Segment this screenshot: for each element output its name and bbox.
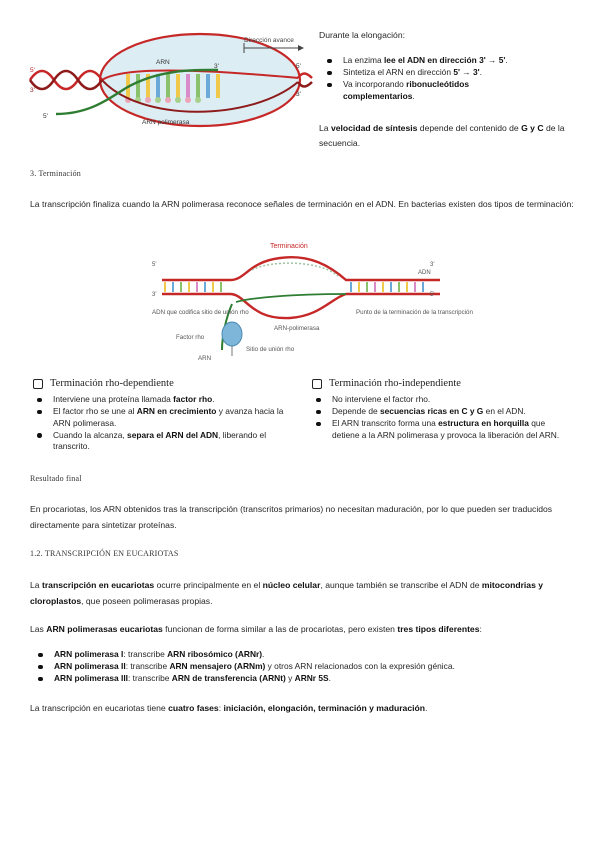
rho-dependent-title: Terminación rho-dependiente — [33, 378, 174, 389]
polymerase-item: ARN polimerasa I: transcribe ARN ribosómico (ARNr). — [34, 649, 574, 661]
rho-factor-shape — [222, 322, 242, 346]
eukaryotes-phases: La transcripción en eucariotas tiene cuatro fases: iniciación, elongación, terminación y maduración. — [30, 703, 428, 713]
direction-label: Dirección avance — [244, 37, 294, 44]
rho-dependent-bullet: Interviene una proteína llamada factor rho. — [33, 394, 295, 406]
rho-dependent-bullet: El factor rho se une al ARN en crecimiento y avanza hacia la ARN polimerasa. — [33, 406, 295, 429]
elongation-bullet: Va incorporando ribonucleótidos complementarios. — [323, 79, 573, 102]
dna-top-strand — [162, 257, 440, 280]
rho-independent-bullets — [312, 394, 574, 442]
dna-right-five-prime-label: 5' — [296, 63, 301, 70]
rho-independent-bullet: No interviene el factor rho. — [312, 394, 574, 406]
bottom-three-prime-label: 3' — [152, 292, 157, 298]
elongation-bullet: Sintetiza el ARN en dirección 5' → 3'. — [323, 67, 573, 79]
dna-five-prime-label: 5' — [30, 67, 35, 74]
polymerase-item: ARN polimerasa II: transcribe ARN mensajero (ARNm) y otros ARN relacionados con la expresión génica. — [34, 661, 574, 673]
polymerase-item: ARN polimerasa III: transcribe ARN de transferencia (ARNt) y ARNr 5S. — [34, 673, 574, 685]
eukaryotes-heading: 1.2. TRANSCRIPCIÓN EN EUCARIOTAS — [30, 549, 179, 558]
elongation-intro: Durante la elongación: — [319, 30, 405, 40]
termination-figure — [150, 238, 473, 364]
dna-strand-left-a — [30, 71, 102, 89]
polymerase-label: ARN polimerasa — [142, 119, 190, 126]
termination-polymerase-label: ARN-polimerasa — [274, 325, 320, 332]
rna-five-prime-label: 5' — [43, 113, 48, 120]
rho-dependent-bullets — [33, 394, 295, 453]
rho-factor-label: Factor rho — [176, 334, 205, 341]
eukaryotes-paragraph-1: La transcripción en eucariotas ocurre principalmente en el núcleo celular, aunque también se transcribe el ADN de mitocondrias y cloroplastos, que poseen polimerasas propias. — [30, 580, 544, 606]
dna-three-prime-label: 3' — [30, 87, 35, 94]
bottom-five-prime-label: 5' — [430, 292, 435, 298]
termination-paragraph: La transcripción finaliza cuando la ARN polimerasa reconoce señales de terminación en el ADN. En bacterias existen dos tipos de terminación: — [30, 199, 574, 209]
eukaryotes-paragraph-2: Las ARN polimerasas eucariotas funcionan de forma similar a las de procariotas, pero existen tres tipos diferentes: — [30, 624, 482, 634]
elongation-bullet: La enzima lee el ADN en dirección 3' → 5'. — [323, 55, 573, 67]
termination-bases — [164, 282, 424, 292]
termination-rna-top — [236, 294, 346, 302]
rho-independent-bullet: El ARN transcrito forma una estructura en horquilla que detiene a la ARN polimerasa y provoca la liberación del ARN. — [312, 418, 574, 441]
rna-three-prime-label: 3' — [214, 63, 219, 70]
result-heading: Resultado final — [30, 474, 82, 483]
rho-dependent-checkbox[interactable] — [33, 379, 43, 389]
rho-dependent-bullet: Cuando la alcanza, separa el ARN del ADN, liberando el transcrito. — [33, 430, 295, 453]
termination-rna-label: ARN — [198, 355, 212, 362]
top-five-prime-label: 5' — [152, 262, 157, 268]
termination-figure-title: Terminación — [270, 243, 308, 250]
dna-label: ADN — [418, 270, 431, 276]
termination-heading: 3. Terminación — [30, 169, 81, 178]
elongation-bullets — [323, 55, 573, 103]
elongation-speed: La velocidad de síntesis depende del contenido de G y C de la secuencia. — [319, 123, 565, 148]
coding-dna-label: ADN que codifica sitio de unión rho — [152, 309, 249, 316]
end-point-label: Punto de la terminación de la transcripción — [356, 309, 473, 316]
rna-label: ARN — [156, 59, 170, 66]
polymerase-list — [34, 649, 574, 685]
rho-independent-checkbox[interactable] — [312, 379, 322, 389]
top-three-prime-label: 3' — [430, 262, 435, 268]
result-paragraph: En procariotas, los ARN obtenidos tras la transcripción (transcritos primarios) no necesitan maduración, por lo que pueden ser traducidos directamente para sintetizar proteínas. — [30, 504, 553, 530]
rho-independent-title: Terminación rho-independiente — [312, 378, 461, 389]
elongation-figure — [30, 28, 312, 136]
rho-site-label: Sitio de unión rho — [246, 346, 295, 353]
dna-right-three-prime-label: 3' — [296, 91, 301, 98]
dna-strand-left-b — [30, 71, 102, 89]
rho-independent-bullet: Depende de secuencias ricas en C y G en el ADN. — [312, 406, 574, 418]
